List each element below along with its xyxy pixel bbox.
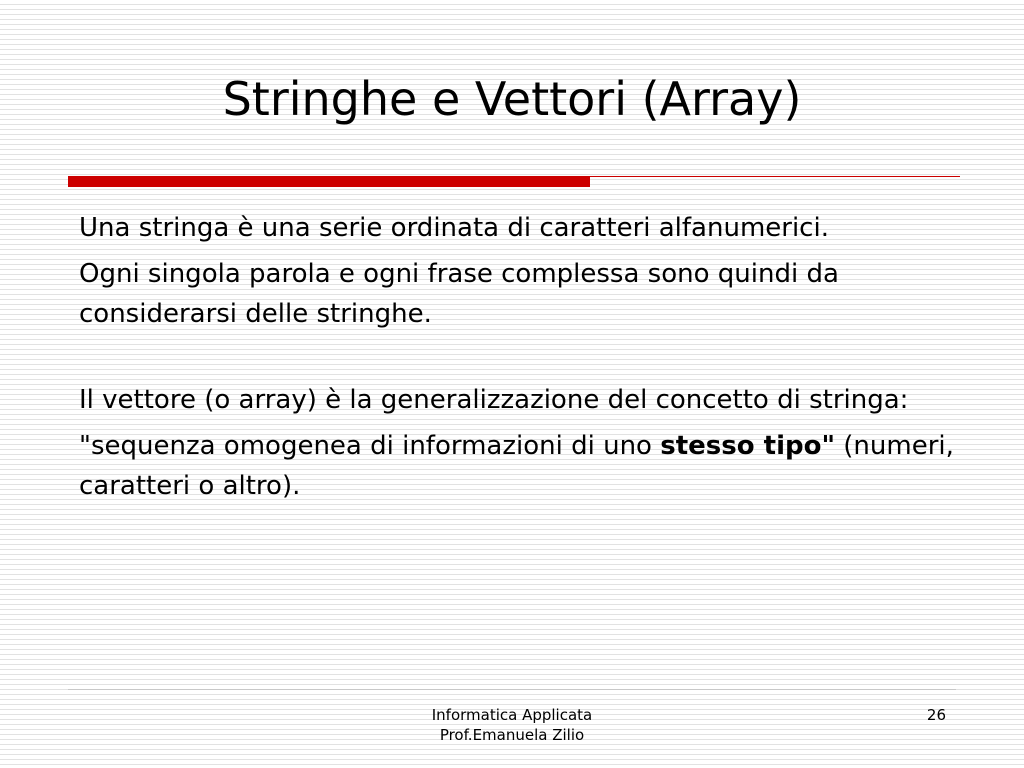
quote-text-bold: stesso tipo" — [660, 431, 835, 461]
title-underline-thick — [68, 176, 590, 187]
paragraph-array-quote — [79, 426, 979, 506]
title-underline-thin — [590, 176, 960, 177]
paragraph-string-definition: Una stringa è una serie ordinata di caratteri alfanumerici. — [79, 213, 829, 243]
slide-title: Stringhe e Vettori (Array) — [222, 72, 802, 126]
quote-text-end: (numeri, caratteri o altro). — [79, 431, 954, 501]
footer-credits — [362, 705, 662, 745]
footer-divider — [68, 689, 956, 690]
quote-text-start: "sequenza omogenea di informazioni di uno — [79, 431, 661, 461]
footer-author: Prof.Emanuela Zilio — [439, 726, 585, 744]
slide-page-number: 26 — [926, 706, 946, 724]
footer-course-name: Informatica Applicata — [431, 706, 593, 724]
slide-body — [79, 208, 979, 506]
paragraph-array-definition: Il vettore (o array) è la generalizzazione del concetto di stringa: — [79, 385, 909, 415]
paragraph-string-examples: Ogni singola parola e ogni frase complessa sono quindi da considerarsi delle stringhe. — [79, 259, 839, 329]
